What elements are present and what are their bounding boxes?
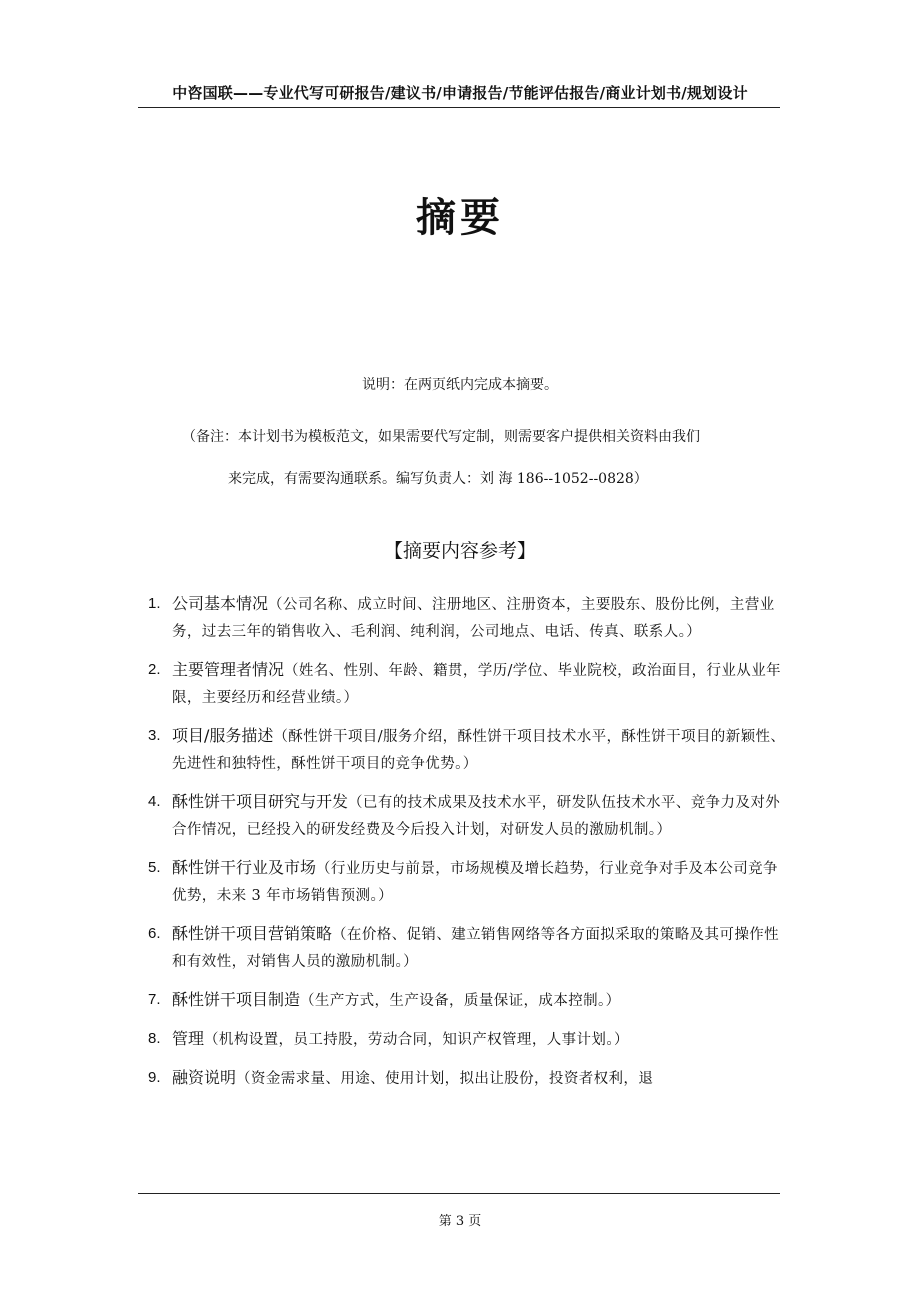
list-item xyxy=(146,854,786,910)
remark-line-1: （备注：本计划书为模板范文，如果需要代写定制，则需要客户提供相关资料由我们 xyxy=(182,429,700,445)
item-title: 酥性饼干项目研究与开发 xyxy=(172,792,349,811)
item-number: 9. xyxy=(148,1069,161,1086)
item-description: （机构设置，员工持股，劳动合同，知识产权管理，人事计划。） xyxy=(204,1032,629,1048)
page-header: 中咨国联——专业代写可研报告/建议书/申请报告/节能评估报告/商业计划书/规划设计 xyxy=(172,84,748,102)
item-title: 项目/服务描述 xyxy=(172,726,274,745)
summary-reference-list xyxy=(146,590,786,1103)
item-title: 融资说明 xyxy=(172,1068,237,1087)
list-item xyxy=(146,920,786,976)
item-title: 主要管理者情况 xyxy=(172,660,285,679)
item-number: 7. xyxy=(148,991,161,1008)
item-number: 8. xyxy=(148,1030,161,1047)
list-item xyxy=(146,1064,786,1093)
item-number: 3. xyxy=(148,727,161,744)
item-title: 管理 xyxy=(172,1029,205,1048)
list-item xyxy=(146,722,786,778)
header-divider xyxy=(138,107,780,108)
item-title: 公司基本情况 xyxy=(172,594,269,613)
list-item xyxy=(146,1025,786,1054)
item-title: 酥性饼干项目制造 xyxy=(172,990,301,1009)
item-description: （在价格、促销、建立销售网络等各方面拟采取的策略及其可操作性和有效性，对销售人员的激励机制。） xyxy=(172,927,780,970)
section-title: 【摘要内容参考】 xyxy=(383,540,536,562)
item-title: 酥性饼干项目营销策略 xyxy=(172,924,333,943)
item-description: （已有的技术成果及技术水平，研发队伍技术水平、竞争力及对外合作情况，已经投入的研发经费及今后投入计划，对研发人员的激励机制。） xyxy=(172,795,781,838)
item-description: （酥性饼干项目/服务介绍，酥性饼干项目技术水平，酥性饼干项目的新颖性、先进性和独特性，酥性饼干项目的竞争优势。） xyxy=(172,729,786,772)
remark-line-2: 来完成，有需要沟通联系。编写负责人：刘 海 186--1052--0828） xyxy=(228,471,648,487)
item-description: （生产方式，生产设备，质量保证，成本控制。） xyxy=(300,993,621,1009)
page-title: 摘要 xyxy=(416,194,504,241)
list-item xyxy=(146,986,786,1015)
item-number: 4. xyxy=(148,793,161,810)
item-description: （公司名称、成立时间、注册地区、注册资本，主要股东、股份比例，主营业务，过去三年的销售收入、毛利润、纯利润，公司地点、电话、传真、联系人。） xyxy=(172,597,775,640)
item-number: 5. xyxy=(148,859,161,876)
item-description: （行业历史与前景，市场规模及增长趋势，行业竞争对手及本公司竞争优势，未来 3 年市场销售预测。） xyxy=(172,861,778,904)
item-description: （姓名、性别、年龄、籍贯，学历/学位、毕业院校，政治面目，行业从业年限，主要经历和经营业绩。） xyxy=(172,663,781,706)
footer-divider xyxy=(138,1193,780,1194)
instruction-note: 说明：在两页纸内完成本摘要。 xyxy=(362,377,558,393)
list-item xyxy=(146,656,786,712)
item-title: 酥性饼干行业及市场 xyxy=(172,858,317,877)
item-number: 1. xyxy=(148,595,161,612)
list-item xyxy=(146,788,786,844)
list-item xyxy=(146,590,786,646)
item-number: 6. xyxy=(148,925,161,942)
item-number: 2. xyxy=(148,661,161,678)
page-number: 第 3 页 xyxy=(438,1214,482,1229)
item-description: （资金需求量、用途、使用计划，拟出让股份，投资者权利，退 xyxy=(236,1071,654,1087)
